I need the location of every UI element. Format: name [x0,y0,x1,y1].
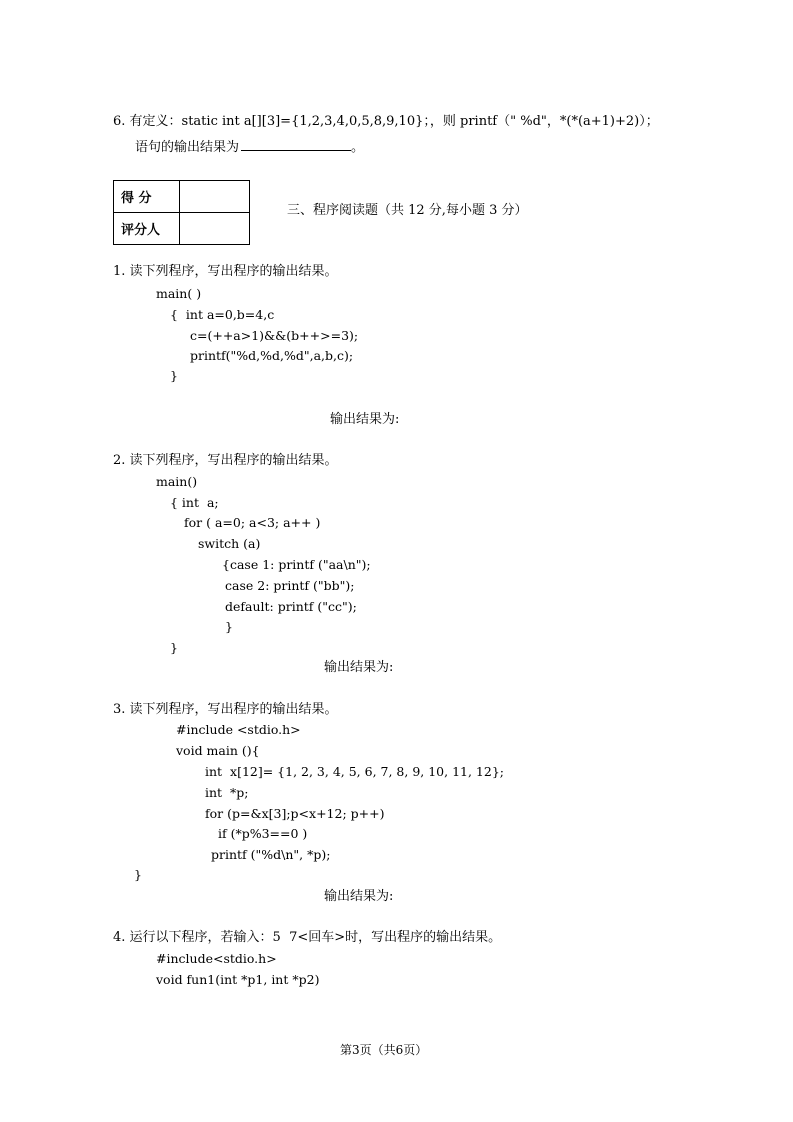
p2-output-label: 输出结果为: [324,660,394,675]
q6-line2-prefix: 语句的输出结果为 [135,140,240,155]
p4-code-line: #include<stdio.h> [156,951,277,966]
q6-line2 [135,138,364,156]
p1-code-line: printf("%d,%d,%d",a,b,c); [190,348,354,363]
p4-code-line: void fun1(int *p1, int *p2) [156,972,320,987]
p1-code-line: } [170,368,178,383]
p2-code-line: case 2: printf ("bb"); [225,578,355,593]
p2-code-line: {case 1: printf ("aa\n"); [222,557,371,572]
p4-prompt: 4. 运行以下程序，若输入：5 7<回车>时，写出程序的输出结果。 [113,930,502,945]
p2-code-line: for ( a=0; a<3; a++ ) [184,515,321,530]
q6-answer-blank[interactable] [241,138,351,151]
p1-code-line: main( ) [156,286,202,301]
page-number: 第3页（共6页） [340,1043,428,1057]
p1-prompt: 1. 读下列程序，写出程序的输出结果。 [113,264,338,279]
score-value-cell[interactable] [180,181,250,213]
p2-code-line: main() [156,474,198,489]
p3-code-line: int *p; [205,785,249,800]
p2-code-line: } [170,640,178,655]
p1-output-label: 输出结果为: [330,412,400,427]
score-table [113,180,250,245]
p3-code-line: void main (){ [176,743,260,758]
grader-label: 评分人 [114,213,180,245]
p3-output-label: 输出结果为: [324,889,394,904]
section3-title: 三、程序阅读题（共 12 分,每小题 3 分） [287,203,528,218]
grader-value-cell[interactable] [180,213,250,245]
p2-code-line: switch (a) [198,536,261,551]
q6-line2-suffix: 。 [351,140,365,155]
p2-code-line: { int a; [170,495,219,510]
p2-code-line: } [225,619,233,634]
p2-prompt: 2. 读下列程序，写出程序的输出结果。 [113,453,338,468]
p1-code-line: { int a=0,b=4,c [170,307,275,322]
p3-prompt: 3. 读下列程序，写出程序的输出结果。 [113,702,338,717]
q6-line1: 6. 有定义：static int a[][3]={1,2,3,4,0,5,8,9,10}；，则 printf（" %d"，*(*(a+1)+2)）； [113,114,659,129]
p2-code-line: default: printf ("cc"); [225,599,357,614]
p3-code-line: printf ("%d\n", *p); [211,847,331,862]
p3-code-line: int x[12]= {1, 2, 3, 4, 5, 6, 7, 8, 9, 10, 11, 12}; [205,764,504,779]
p3-code-line: #include <stdio.h> [176,722,301,737]
p3-code-line: if (*p%3==0 ) [218,826,308,841]
p3-code-line: for (p=&x[3];p<x+12; p++) [205,806,385,821]
score-label: 得 分 [114,181,180,213]
p3-code-line: } [134,867,142,882]
p1-code-line: c=(++a>1)&&(b++>=3); [190,328,359,343]
